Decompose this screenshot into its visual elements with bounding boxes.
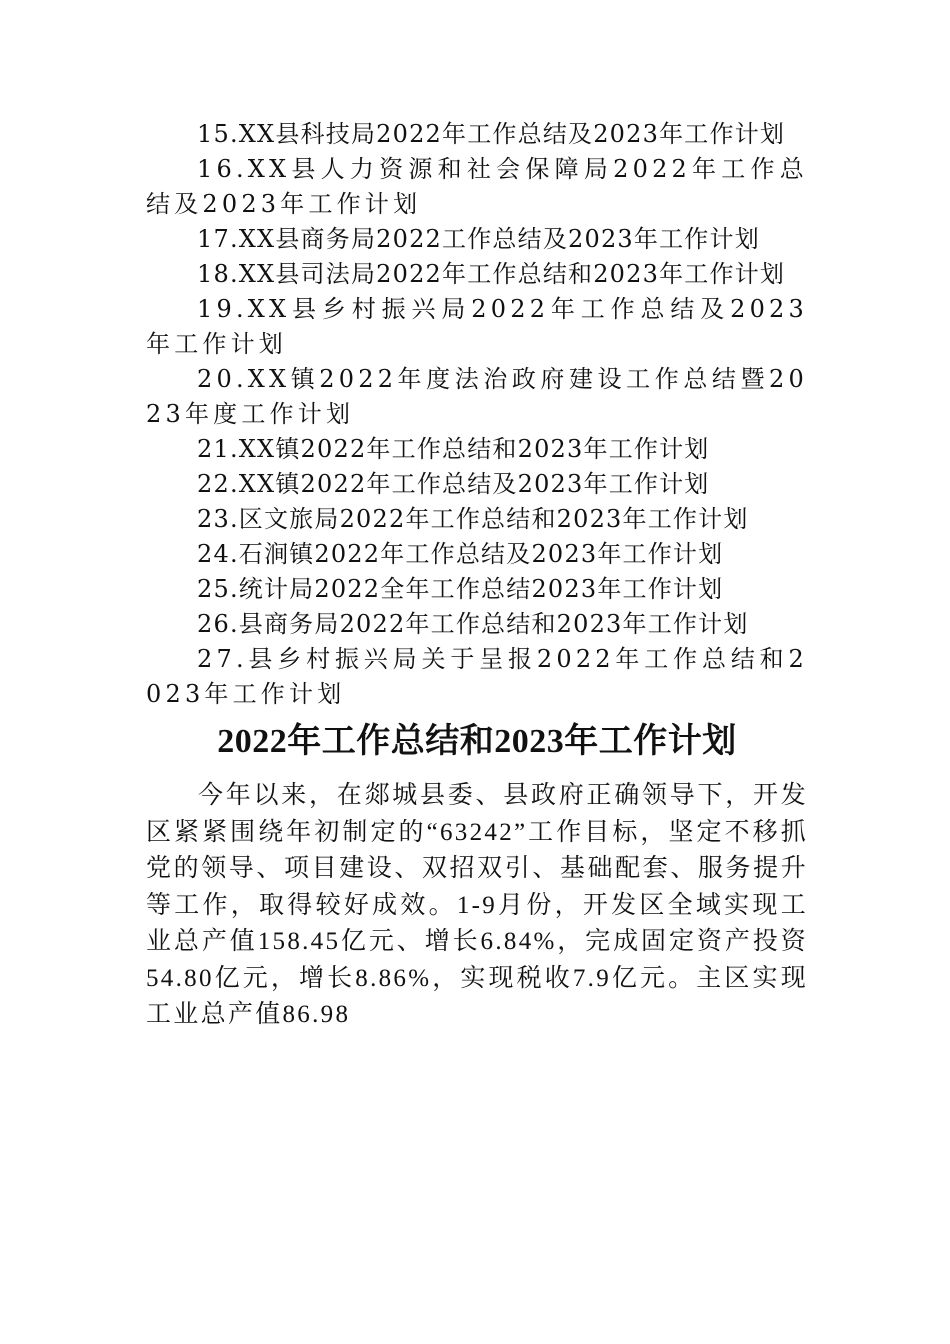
toc-item-25: 25.统计局2022全年工作总结2023年工作计划 bbox=[197, 575, 724, 603]
document-title: 2022年工作总结和2023年工作计划 bbox=[217, 723, 737, 760]
toc-item-26: 26.县商务局2022年工作总结和2023年工作计划 bbox=[197, 610, 749, 638]
body-paragraph: 今年以来，在郯城县委、县政府正确领导下，开发区紧紧围绕年初制定的“63242”工作目标，坚定不移抓党的领导、项目建设、双招双引、基础配套、服务提升等工作，取得较好成效。1-9月份，开发区全域实现工业总产值158.45亿元、增长6.84%，完成固定资产投资54.80亿元，增长8.86%，实现税收7.9亿元。主区实现工业总产值86.98 bbox=[146, 782, 808, 1028]
toc-item-17: 17.XX县商务局2022工作总结及2023年工作计划 bbox=[197, 225, 760, 253]
table-of-contents bbox=[146, 117, 808, 712]
toc-item-23: 23.区文旅局2022年工作总结和2023年工作计划 bbox=[197, 505, 749, 533]
toc-item-18: 18.XX县司法局2022年工作总结和2023年工作计划 bbox=[197, 260, 786, 288]
toc-item-20: 20.XX镇2022年度法治政府建设工作总结暨2023年度工作计划 bbox=[146, 365, 808, 428]
toc-item-16: 16.XX县人力资源和社会保障局2022年工作总结及2023年工作计划 bbox=[146, 155, 808, 218]
toc-item-15: 15.XX县科技局2022年工作总结及2023年工作计划 bbox=[197, 120, 786, 148]
toc-item-19: 19.XX县乡村振兴局2022年工作总结及2023年工作计划 bbox=[146, 295, 808, 358]
toc-item-21: 21.XX镇2022年工作总结和2023年工作计划 bbox=[197, 435, 710, 463]
toc-item-22: 22.XX镇2022年工作总结及2023年工作计划 bbox=[197, 470, 710, 498]
toc-item-27: 27.县乡村振兴局关于呈报2022年工作总结和2023年工作计划 bbox=[146, 645, 808, 708]
toc-item-24: 24.石涧镇2022年工作总结及2023年工作计划 bbox=[197, 540, 724, 568]
